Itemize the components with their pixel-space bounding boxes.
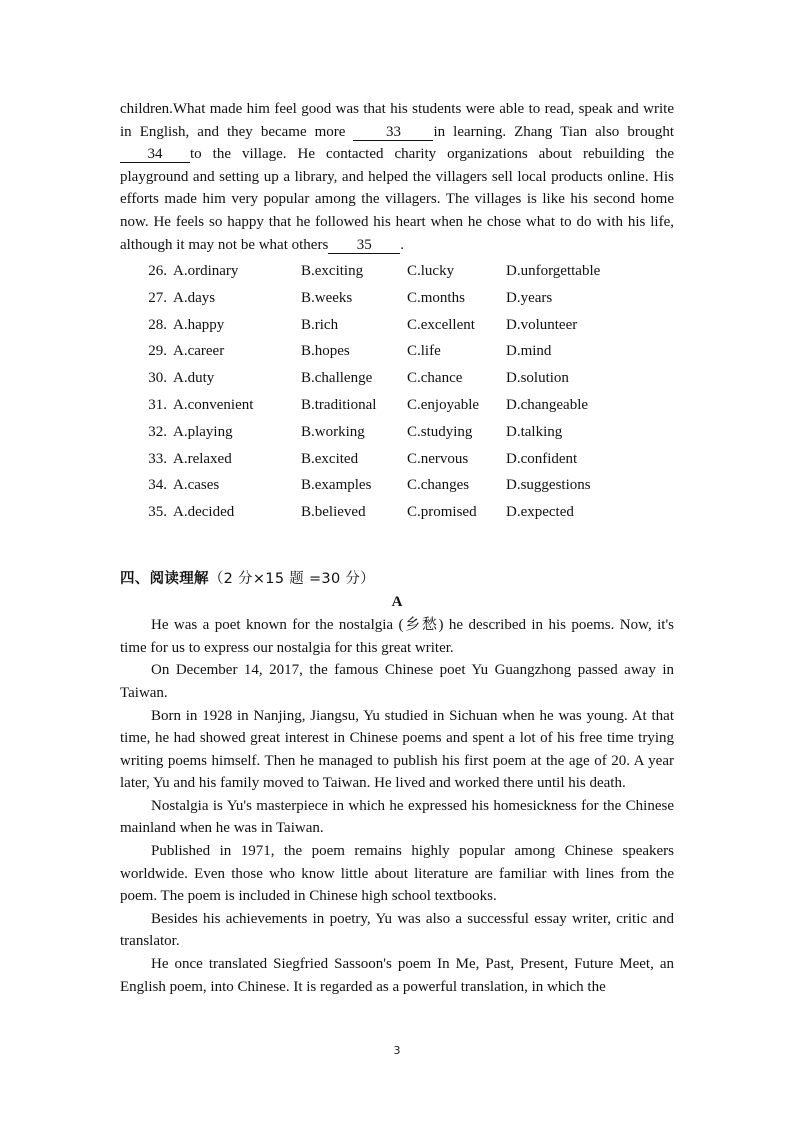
option-d: D.changeable xyxy=(506,397,589,414)
option-d: D.talking xyxy=(506,423,563,440)
passage-heading: A xyxy=(391,594,403,611)
option-c: C.enjoyable xyxy=(407,397,480,414)
exam-page xyxy=(120,98,674,998)
option-b: B.exciting xyxy=(301,263,364,280)
question-number: 30. xyxy=(148,370,167,387)
option-a: A.ordinary xyxy=(173,263,239,280)
option-c: C.chance xyxy=(407,370,463,387)
option-a: A.convenient xyxy=(173,397,254,414)
cloze-passage xyxy=(120,98,674,256)
option-row xyxy=(120,258,674,285)
passage-paragraph: On December 14, 2017, the famous Chinese poet Yu Guangzhong passed away in Taiwan. xyxy=(120,662,674,701)
question-number: 26. xyxy=(148,263,167,280)
question-number: 31. xyxy=(148,397,167,414)
option-d: D.volunteer xyxy=(506,316,578,333)
option-a: A.playing xyxy=(173,423,233,440)
passage-paragraph: Published in 1971, the poem remains highly popular among Chinese speakers worldwide. Even those who know little about literature are familiar with lines from the poem. The poem is included in Chinese high school textbooks. xyxy=(120,843,674,905)
passage-paragraph: He once translated Siegfried Sassoon's poem In Me, Past, Present, Future Meet, an English poem, into Chinese. It is regarded as a powerful translation, in which the xyxy=(120,956,674,995)
option-row xyxy=(120,419,674,446)
option-d: D.unforgettable xyxy=(506,263,601,280)
question-number: 34. xyxy=(148,477,167,494)
question-number: 33. xyxy=(148,450,167,467)
option-b: B.working xyxy=(301,423,365,440)
question-number: 27. xyxy=(148,289,167,306)
option-b: B.hopes xyxy=(301,343,350,360)
passage-paragraph: Besides his achievements in poetry, Yu was also a successful essay writer, critic and translator. xyxy=(120,910,674,950)
option-row xyxy=(120,339,674,366)
option-c: C.lucky xyxy=(407,263,455,280)
option-c: C.nervous xyxy=(407,450,469,467)
option-a: A.relaxed xyxy=(173,450,232,467)
option-row xyxy=(120,312,674,339)
cloze-text-3: to the village. He contacted charity organizations about rebuilding the playground and setting up a library, and helped the villagers sell local products online. His efforts made him very popular among the villagers. The villages is like his second home now. He feels so happy that he followed his heart when he chose what to do with his life, although it may not be what others xyxy=(120,146,674,253)
blank-35: 35 xyxy=(328,237,400,254)
option-a: A.career xyxy=(173,343,225,360)
option-c: C.life xyxy=(407,343,441,360)
section-title xyxy=(120,567,674,588)
section-name: 四、阅读理解 xyxy=(120,571,209,588)
option-d: D.mind xyxy=(506,343,552,360)
passage-paragraph: He was a poet known for the nostalgia (乡愁) he described in his poems. Now, it's time for us to express our nostalgia for this great writer. xyxy=(120,617,674,656)
section-score: （2 分×15 题 =30 分） xyxy=(208,571,375,588)
option-row xyxy=(120,446,674,473)
option-d: D.expected xyxy=(506,504,574,521)
blank-33: 33 xyxy=(353,124,433,141)
question-number: 35. xyxy=(148,504,167,521)
question-number: 32. xyxy=(148,423,167,440)
cloze-text-1: children.What made him feel good was that his students were able to read, speak and write in English, and they became more xyxy=(120,101,674,140)
option-row xyxy=(120,392,674,419)
question-number: 29. xyxy=(148,343,167,360)
question-number: 28. xyxy=(148,316,167,333)
option-d: D.suggestions xyxy=(506,477,591,494)
option-b: B.challenge xyxy=(301,370,373,387)
passage-paragraph: Nostalgia is Yu's masterpiece in which he expressed his homesickness for the Chinese mainland when he was in Taiwan. xyxy=(120,797,674,837)
option-d: D.solution xyxy=(506,370,569,387)
option-c: C.excellent xyxy=(407,316,475,333)
cloze-text-4: . xyxy=(400,236,405,253)
option-c: C.studying xyxy=(407,423,473,440)
option-row xyxy=(120,285,674,312)
option-c: C.changes xyxy=(407,477,470,494)
option-row xyxy=(120,499,674,526)
option-a: A.happy xyxy=(173,316,225,333)
option-b: B.weeks xyxy=(301,289,353,306)
option-d: D.confident xyxy=(506,450,578,467)
option-b: B.believed xyxy=(301,504,366,521)
option-row xyxy=(120,473,674,500)
option-b: B.rich xyxy=(301,316,339,333)
option-a: A.duty xyxy=(173,370,215,387)
option-a: A.days xyxy=(173,289,216,306)
page-number: 3 xyxy=(393,1044,401,1057)
option-c: C.promised xyxy=(407,504,477,521)
option-b: B.examples xyxy=(301,477,372,494)
passage-paragraph: Born in 1928 in Nanjing, Jiangsu, Yu studied in Sichuan when he was young. At that time, he had showed great interest in Chinese poems and spent a lot of his free time trying writing poems himself. Then he managed to publish his first poem at the age of 20. A year later, Yu and his family moved to Taiwan. He lived and worked there until his death. xyxy=(120,707,674,792)
option-b: B.excited xyxy=(301,450,359,467)
cloze-text-2: in learning. Zhang Tian also brought xyxy=(433,123,674,140)
option-a: A.cases xyxy=(173,477,220,494)
option-a: A.decided xyxy=(173,504,235,521)
option-c: C.months xyxy=(407,289,465,306)
option-d: D.years xyxy=(506,289,553,306)
option-row xyxy=(120,365,674,392)
blank-34: 34 xyxy=(120,146,190,163)
options-list xyxy=(120,258,674,526)
option-b: B.traditional xyxy=(301,397,377,414)
